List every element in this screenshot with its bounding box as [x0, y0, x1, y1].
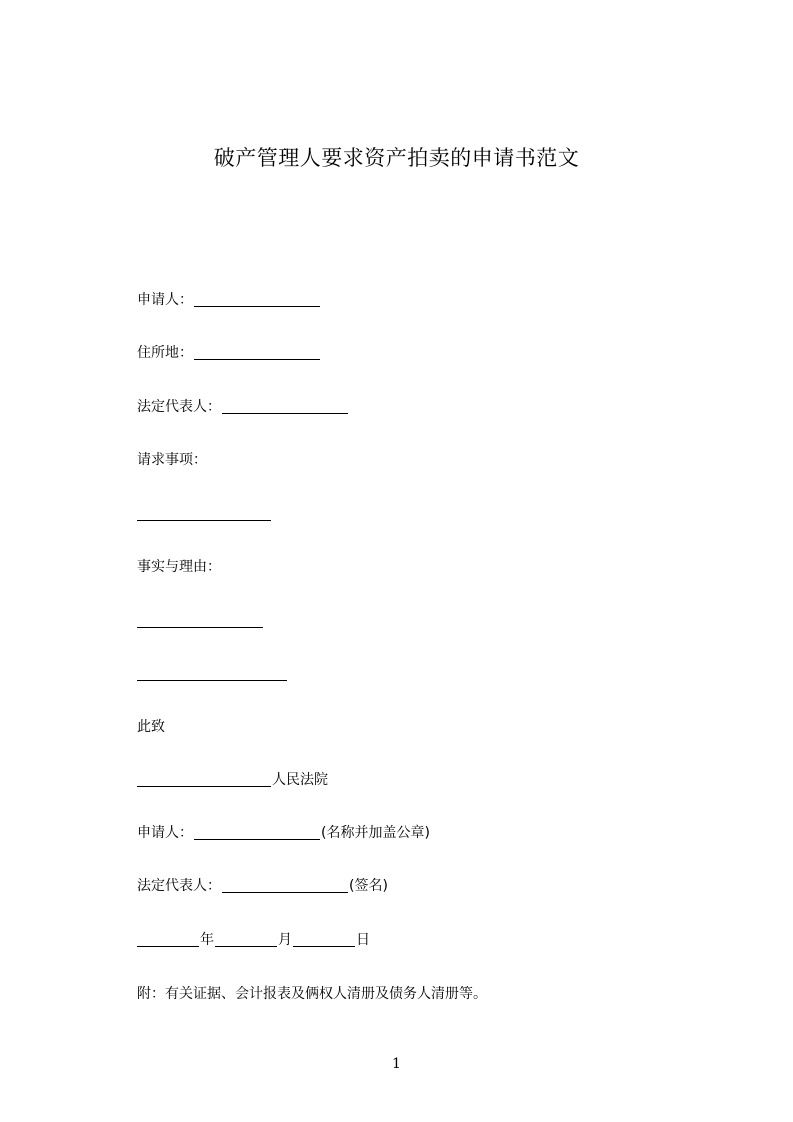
day-label: 日	[356, 932, 370, 948]
facts-label: 事实与理由：	[137, 559, 221, 575]
legal-rep-line	[137, 397, 349, 417]
applicant-label: 申请人：	[137, 292, 193, 308]
court-line	[137, 770, 328, 790]
request-blank[interactable]	[137, 506, 271, 521]
applicant-sign-blank[interactable]	[194, 825, 320, 840]
legal-rep-sign-line	[137, 876, 388, 896]
year-label: 年	[200, 932, 214, 948]
applicant-sign-label: 申请人：	[137, 825, 193, 841]
address-line	[137, 343, 321, 363]
legal-rep-sign-label: 法定代表人：	[137, 878, 221, 894]
facts-heading	[137, 557, 221, 577]
legal-rep-label: 法定代表人：	[137, 399, 221, 415]
applicant-sign-line	[137, 823, 430, 843]
request-heading	[137, 450, 207, 470]
day-blank[interactable]	[293, 932, 355, 947]
attachment-line	[137, 984, 487, 1004]
applicant-line	[137, 290, 321, 310]
court-suffix: 人民法院	[272, 772, 328, 788]
legal-rep-sign-note: (签名)	[349, 878, 388, 894]
month-label: 月	[278, 932, 292, 948]
legal-rep-blank[interactable]	[222, 399, 348, 414]
request-label: 请求事项：	[137, 452, 207, 468]
applicant-blank[interactable]	[194, 292, 320, 307]
attachment-note: 附：有关证据、会计报表及俩权人清册及债务人清册等。	[137, 986, 487, 1002]
facts-blank-line-2	[137, 664, 288, 684]
salutation: 此致	[137, 719, 165, 735]
year-blank[interactable]	[137, 932, 199, 947]
salutation-line	[137, 717, 165, 737]
legal-rep-sign-blank[interactable]	[222, 878, 348, 893]
request-blank-line	[137, 504, 272, 524]
facts-blank-1[interactable]	[137, 613, 263, 628]
document-title: 破产管理人要求资产拍卖的申请书范文	[213, 146, 580, 170]
date-line	[137, 930, 370, 950]
page-number: 1	[392, 1056, 401, 1072]
month-blank[interactable]	[215, 932, 277, 947]
address-blank[interactable]	[194, 345, 320, 360]
address-label: 住所地：	[137, 345, 193, 361]
applicant-sign-note: (名称并加盖公章)	[321, 825, 430, 841]
facts-blank-2[interactable]	[137, 666, 287, 681]
facts-blank-line-1	[137, 611, 264, 631]
court-blank[interactable]	[137, 772, 271, 787]
